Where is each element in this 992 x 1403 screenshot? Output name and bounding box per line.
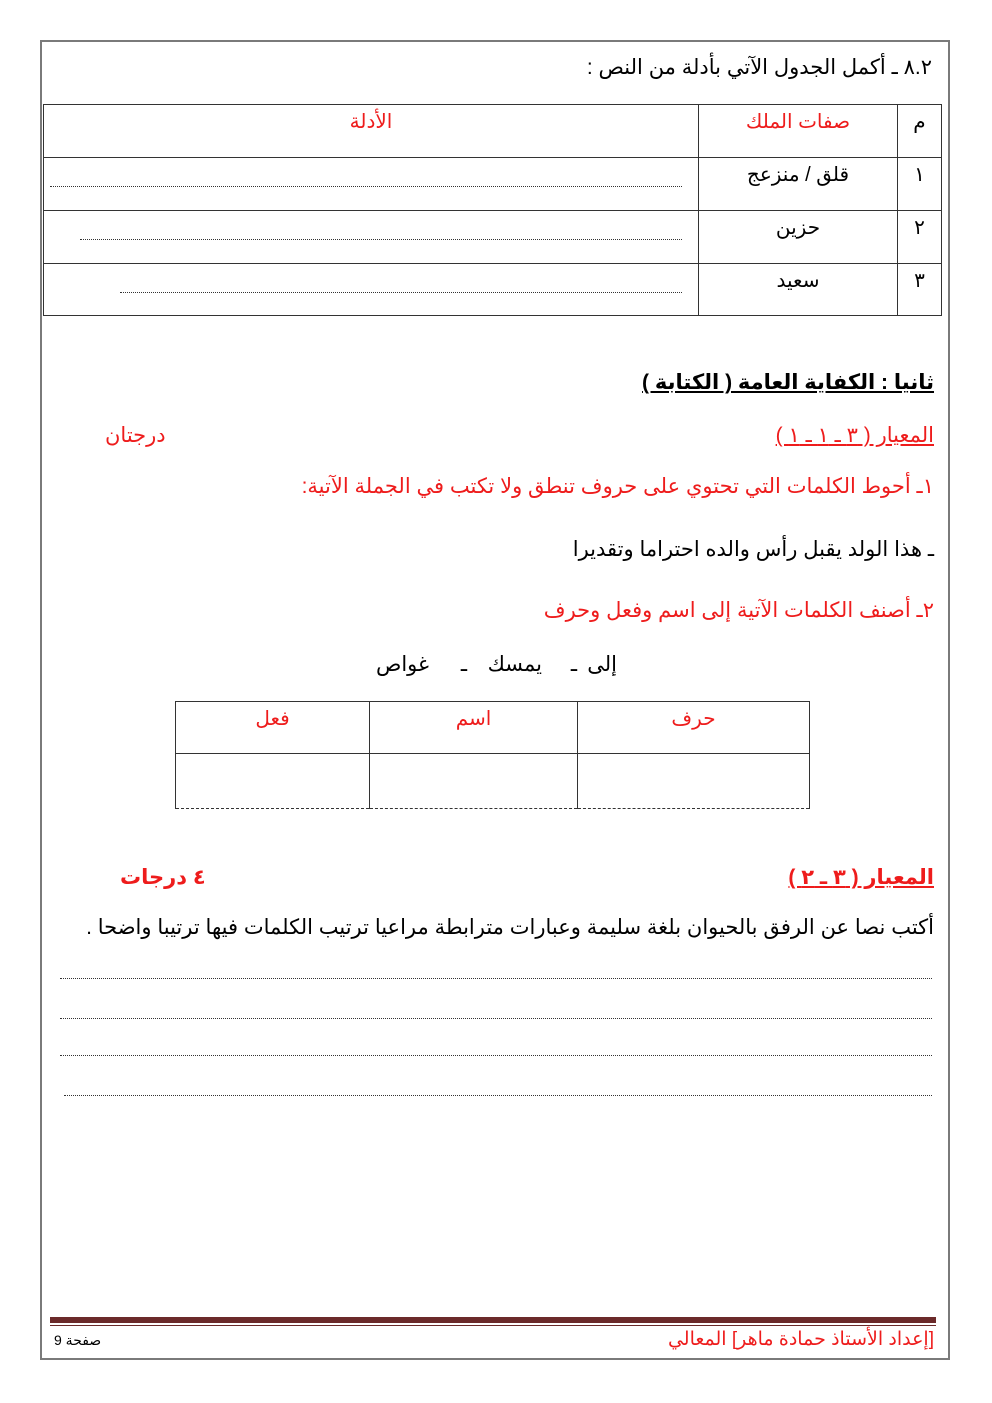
row-trait: قلق / منزعج bbox=[699, 158, 898, 211]
header-fil: فعل bbox=[176, 702, 370, 754]
marks-1: درجتان bbox=[105, 424, 166, 447]
footer-divider bbox=[50, 1317, 936, 1323]
header-trait: صفات الملك bbox=[699, 105, 898, 158]
harf-cell[interactable] bbox=[578, 754, 810, 809]
row-num: ١ bbox=[898, 158, 942, 211]
writing-line[interactable] bbox=[64, 1095, 932, 1096]
word-1: إلى bbox=[587, 653, 617, 676]
evidence-field[interactable] bbox=[44, 264, 699, 316]
header-evidence: الأدلة bbox=[44, 105, 699, 158]
section-title: ثانيا : الكفاية العامة ( الكتابة ) bbox=[642, 371, 934, 394]
row-num: ٣ bbox=[898, 264, 942, 316]
footer-author: [إعداد الأستاذ حمادة ماهر] المعالي bbox=[667, 1329, 934, 1350]
separator: ـ bbox=[460, 653, 467, 676]
question-8-title: ٨.٢ ـ أكمل الجدول الآتي بأدلة من النص : bbox=[586, 56, 932, 79]
footer-divider-thin bbox=[50, 1325, 936, 1326]
row-trait: حزين bbox=[699, 211, 898, 264]
question-3: أكتب نصا عن الرفق بالحيوان بلغة سليمة وعبارات مترابطة مراعيا ترتيب الكلمات فيها ترتيبا واضحا . bbox=[86, 916, 934, 939]
criterion-2: المعيار ( ٣ ـ ٢ ) bbox=[788, 866, 934, 889]
evidence-field[interactable] bbox=[44, 211, 699, 264]
traits-table bbox=[43, 104, 942, 316]
ism-cell[interactable] bbox=[370, 754, 578, 809]
row-trait: سعيد bbox=[699, 264, 898, 316]
writing-line[interactable] bbox=[60, 1018, 932, 1019]
header-ism: اسم bbox=[370, 702, 578, 754]
marks-2: ٤ درجات bbox=[120, 866, 206, 889]
fil-cell[interactable] bbox=[176, 754, 370, 809]
word-3: غواص bbox=[375, 653, 429, 676]
separator: ـ bbox=[570, 653, 577, 676]
writing-line[interactable] bbox=[60, 1055, 932, 1056]
row-num: ٢ bbox=[898, 211, 942, 264]
header-num: م bbox=[898, 105, 942, 158]
evidence-field[interactable] bbox=[44, 158, 699, 211]
word-2: يمسك bbox=[487, 653, 542, 676]
criterion-1: المعيار ( ٣ ـ ١ ـ ١ ) bbox=[775, 424, 934, 447]
question-1: ١ـ أحوط الكلمات التي تحتوي على حروف تنطق ولا تكتب في الجملة الآتية: bbox=[301, 475, 934, 498]
question-2: ٢ـ أصنف الكلمات الآتية إلى اسم وفعل وحرف bbox=[543, 599, 934, 622]
header-harf: حرف bbox=[578, 702, 810, 754]
page-number: صفحة 9 bbox=[54, 1332, 102, 1348]
classification-table bbox=[175, 701, 810, 809]
writing-line[interactable] bbox=[60, 978, 932, 979]
sentence: ـ هذا الولد يقبل رأس والده احتراما وتقديرا bbox=[572, 538, 934, 561]
